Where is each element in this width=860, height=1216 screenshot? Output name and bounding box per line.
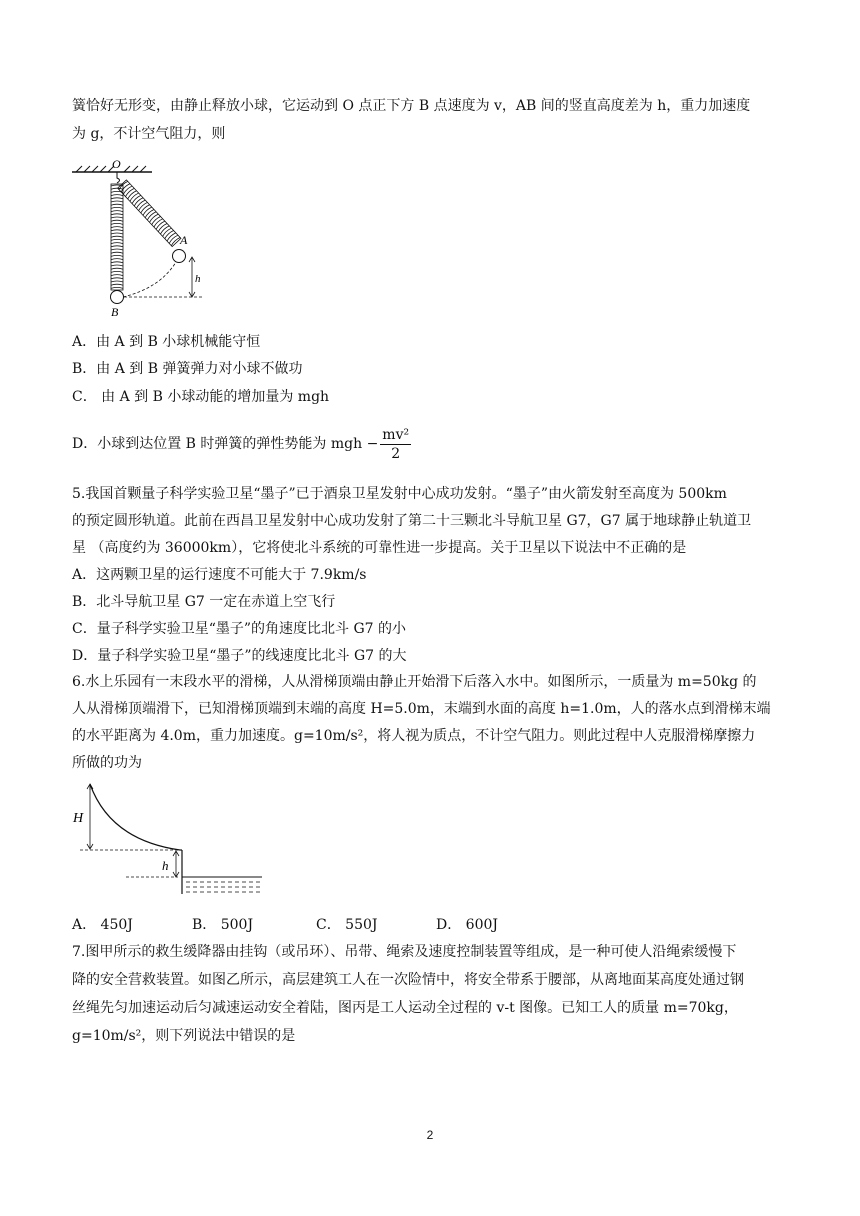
q6-option-a: A． 450J [72, 917, 133, 933]
q4-option-b: B．由 A 到 B 弹簧弹力对小球不做功 [72, 361, 303, 377]
q4-text-line-1: 簧恰好无形变，由静止释放小球，它运动到 O 点正下方 B 点速度为 v，AB 间的竖直高度差为 h，重力加速度 [72, 98, 751, 114]
q6-option-c: C． 550J [316, 917, 378, 933]
q5-option-a: A．这两颗卫星的运行速度不可能大于 7.9km/s [72, 567, 367, 583]
spring-pendulum-figure [70, 158, 210, 318]
water-slide-figure [70, 780, 270, 900]
fraction-numerator: mv² [382, 426, 410, 443]
point-b-label: B [111, 305, 119, 319]
q4-option-a: A．由 A 到 B 小球机械能守恒 [72, 334, 261, 350]
q7-text-line-1: 7.图甲所示的救生缓降器由挂钩（或吊环）、吊带、绳索及速度控制装置等组成，是一种可使人沿绳索缓慢下 [72, 944, 737, 960]
point-o-label: O [112, 157, 121, 171]
height-h-label-slide: h [162, 858, 169, 873]
q7-text-line-3: 丝绳先匀加速运动后匀减速运动安全着陆，图丙是工人运动全过程的 v-t 图像。已知工人的质量 m=70kg， [72, 1000, 738, 1016]
q5-option-c: C．量子科学实验卫星“墨子”的角速度比北斗 G7 的小 [72, 621, 407, 637]
q5-text-line-2: 的预定圆形轨道。此前在西昌卫星发射中心成功发射了第二十三颗北斗导航卫星 G7，G7 属于地球静止轨道卫 [72, 513, 752, 529]
page-number: 2 [426, 1128, 434, 1142]
height-h-label: h [195, 273, 201, 285]
q7-text-line-2: 降的安全营救装置。如图乙所示，高层建筑工人在一次险情中，将安全带系于腰部，从离地面某高度处通过钢 [72, 972, 744, 988]
q4-option-c: C． 由 A 到 B 小球动能的增加量为 mgh [72, 389, 330, 405]
q6-text-line-2: 人从滑梯顶端滑下，已知滑梯顶端到末端的高度 H=5.0m，末端到水面的高度 h=1.0m，人的落水点到滑梯末端 [72, 701, 771, 717]
q5-option-d: D．量子科学实验卫星“墨子”的线速度比北斗 G7 的大 [72, 648, 407, 664]
q4-text-line-2: 为 g，不计空气阻力，则 [72, 126, 226, 142]
q5-option-b: B．北斗导航卫星 G7 一定在赤道上空飞行 [72, 594, 336, 610]
q6-option-d: D． 600J [436, 917, 499, 933]
q5-text-line-1: 5.我国首颗量子科学实验卫星“墨子”已于酒泉卫星发射中心成功发射。“墨子”由火箭发射至高度为 500km [72, 486, 727, 502]
q6-options [72, 914, 498, 934]
q6-text-line-3: 的水平距离为 4.0m，重力加速度。g=10m/s²，将人视为质点，不计空气阻力。则此过程中人克服滑梯摩擦力 [72, 728, 756, 744]
q7-text-line-4: g=10m/s²，则下列说法中错误的是 [72, 1028, 296, 1044]
q6-option-b: B． 500J [192, 917, 254, 933]
q6-text-line-1: 6.水上乐园有一末段水平的滑梯，人从滑梯顶端由静止开始滑下后落入水中。如图所示，一质量为 m=50kg 的 [72, 674, 757, 690]
q6-text-line-4: 所做的功为 [72, 755, 142, 771]
q5-text-line-3: 星 （高度约为 36000km），它将使北斗系统的可靠性进一步提高。关于卫星以下说法中不正确的是 [72, 540, 687, 556]
q4-option-d [72, 424, 411, 464]
height-H-label: H [73, 811, 84, 826]
q4-option-d-text: D．小球到达位置 B 时弹簧的弹性势能为 mgh − [72, 436, 379, 452]
point-a-label: A [180, 233, 188, 247]
fraction [380, 426, 411, 463]
fraction-denominator: 2 [391, 445, 401, 462]
